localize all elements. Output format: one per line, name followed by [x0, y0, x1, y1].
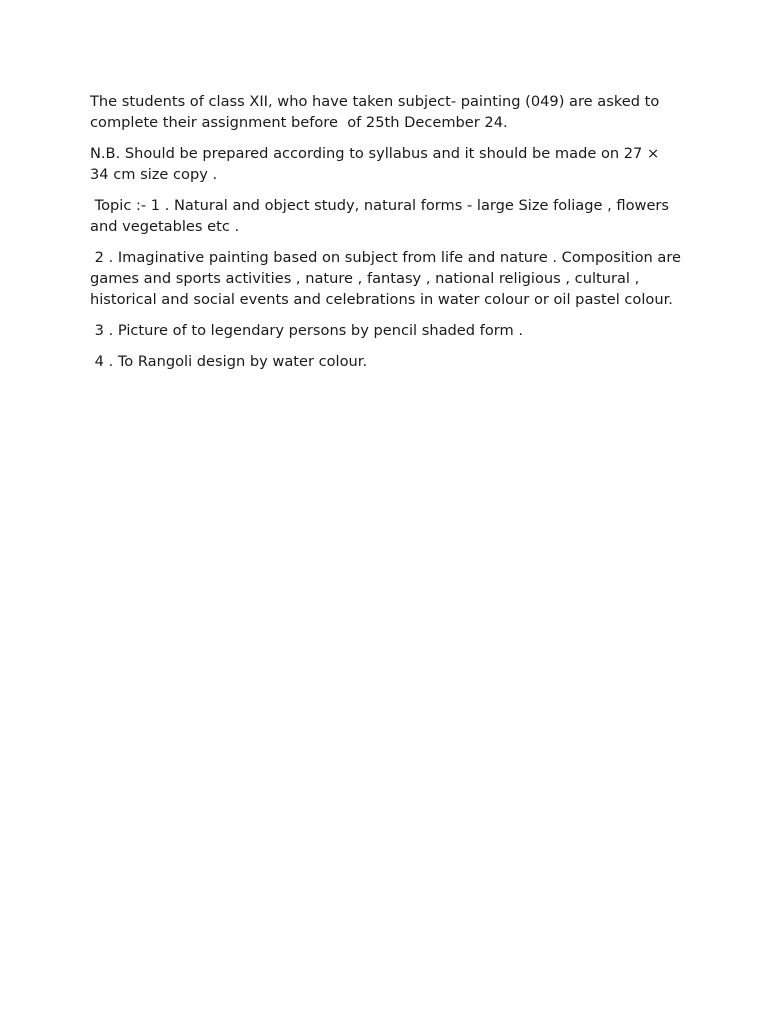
document-body [90, 91, 686, 382]
note-paragraph: N.B. Should be prepared according to syllabus and it should be made on 27 × 34 cm size copy . [90, 145, 664, 183]
topic-2-paragraph: 2 . Imaginative painting based on subject from life and nature . Composition are games and sports activities , nature , fantasy , national religious , cultural , historical and social events and celebrations in water colour or oil pastel colour. [90, 249, 686, 308]
topic-3-paragraph: 3 . Picture of to legendary persons by pencil shaded form . [90, 322, 523, 339]
topic-1-paragraph: Topic :- 1 . Natural and object study, natural forms - large Size foliage , flowers and vegetables etc . [90, 197, 674, 235]
assignment-intro-paragraph: The students of class XII, who have taken subject- painting (049) are asked to complete their assignment before of 25th December 24. [90, 93, 664, 131]
topic-4-paragraph: 4 . To Rangoli design by water colour. [90, 353, 368, 370]
